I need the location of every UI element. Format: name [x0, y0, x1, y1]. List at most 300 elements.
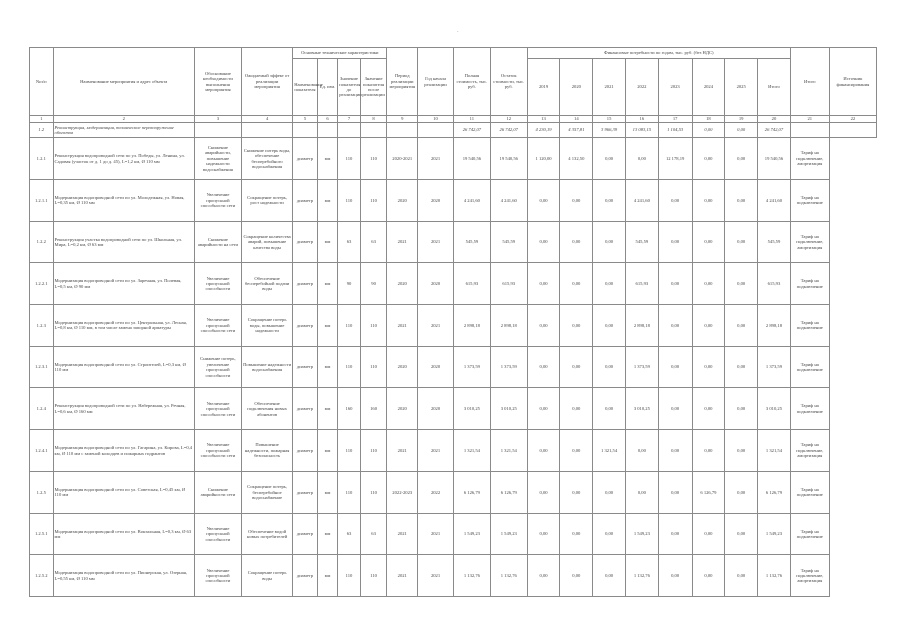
- row-year: 2021: [418, 555, 454, 597]
- col-period-header: Период реализации мероприятия: [387, 48, 418, 116]
- row-year-value: 0,00: [560, 555, 593, 597]
- row-total-cost: 1 132,76: [453, 555, 490, 597]
- row-value-after: 63: [360, 513, 387, 555]
- row-total-cost: 1 321,54: [453, 430, 490, 472]
- row-source: Тариф на подключение, амортизация: [790, 138, 829, 180]
- col-tech-sub-header: Значение показателя до реализации: [338, 59, 361, 116]
- col-year-sub-header: 2019: [527, 59, 560, 116]
- row-year-value: 0,00: [527, 513, 560, 555]
- row-year-value: 0,00: [658, 221, 692, 263]
- row-period: 2020: [387, 263, 418, 305]
- row-value-before: 90: [338, 263, 361, 305]
- column-number: 14: [560, 116, 593, 123]
- row-total-cost: 6 126,79: [453, 471, 490, 513]
- row-year-value: 0,00: [692, 388, 725, 430]
- section-value: 1 104,53: [658, 123, 692, 138]
- col-tech-sub-header: Ед. изм.: [317, 59, 337, 116]
- row-source: Тариф на подключение: [790, 346, 829, 388]
- row-effect: Сокращение потерь, бесперебойное водоснабжение: [241, 471, 292, 513]
- table-row: [30, 388, 877, 430]
- row-year-value: 0,00: [527, 346, 560, 388]
- row-value-before: 110: [338, 179, 361, 221]
- header-mark: `: [457, 32, 459, 37]
- row-year-value: 0,00: [527, 555, 560, 597]
- row-year-value: 615,93: [625, 263, 658, 305]
- row-year-value: 0,00: [593, 388, 626, 430]
- row-year-value: 0,00: [725, 263, 758, 305]
- row-sum: 4 241,60: [758, 179, 791, 221]
- column-number: 2: [53, 116, 194, 123]
- row-year-value: 4 132,50: [560, 138, 593, 180]
- row-name: Модернизация водопроводной сети по ул. Гагарина, ул. Кирова, L=0,4 км, Ø 110 мм с заменой колодцев и пожарных гидрантов: [53, 430, 194, 472]
- col-source-header: Источник финансирования: [829, 48, 876, 116]
- row-year: 2021: [418, 138, 454, 180]
- col-year-sub-header: 2024: [692, 59, 725, 116]
- row-value-after: 110: [360, 430, 387, 472]
- col-tech-sub-header: Наименование показателя: [293, 59, 318, 116]
- row-basis: Снижение потерь, увеличение пропускной способности: [194, 346, 241, 388]
- row-basis: Увеличение пропускной способности: [194, 513, 241, 555]
- row-total-cost: 4 241,60: [453, 179, 490, 221]
- row-period: 2021: [387, 430, 418, 472]
- row-remain-cost: 1 132,76: [490, 555, 527, 597]
- row-year: 2021: [418, 221, 454, 263]
- row-indicator: диаметр: [293, 138, 318, 180]
- row-name: Модернизация водопроводной сети по ул. Строителей, L=0,3 км, Ø 110 мм: [53, 346, 194, 388]
- row-sum: 1 373,59: [758, 346, 791, 388]
- column-number: 13: [527, 116, 560, 123]
- row-basis: Увеличение пропускной способности сети: [194, 305, 241, 347]
- column-number: 3: [194, 116, 241, 123]
- row-year-value: 0,00: [560, 221, 593, 263]
- row-name: Модернизация водопроводной сети по ул. Советская, L=0,45 км, Ø 110 мм: [53, 471, 194, 513]
- section-value: 0,00: [725, 123, 758, 138]
- row-year-value: 0,00: [725, 179, 758, 221]
- row-year-value: 3 010,25: [625, 388, 658, 430]
- row-year-value: 1 373,59: [625, 346, 658, 388]
- table-row: [30, 513, 877, 555]
- section-value: 4 230,19: [527, 123, 560, 138]
- row-year-value: 0,00: [658, 388, 692, 430]
- row-source: Тариф на подключение, амортизация: [790, 430, 829, 472]
- row-year-value: 0,00: [658, 430, 692, 472]
- row-remain-cost: 4 241,60: [490, 179, 527, 221]
- row-effect: Обеспечение подключения новых абонентов: [241, 388, 292, 430]
- row-basis: Увеличение пропускной способности сети: [194, 430, 241, 472]
- row-num: 1.2.5.1: [30, 513, 54, 555]
- row-value-before: 110: [338, 138, 361, 180]
- row-year-value: 0,00: [692, 221, 725, 263]
- row-value-after: 110: [360, 305, 387, 347]
- row-num: 1.2.1: [30, 138, 54, 180]
- row-remain-cost: 1 549,23: [490, 513, 527, 555]
- row-remain-cost: 1 373,59: [490, 346, 527, 388]
- row-period: 2020: [387, 388, 418, 430]
- col-fin-group-header: Финансовые потребности по годам, тыс. руб. (без НДС): [527, 48, 790, 59]
- col-total-cost-header: Полная стоимость, тыс. руб.: [453, 48, 490, 116]
- table-row: [30, 471, 877, 513]
- row-effect: Обеспечение водой новых потребителей: [241, 513, 292, 555]
- row-unit: мм: [317, 346, 337, 388]
- row-year-value: 0,00: [658, 263, 692, 305]
- row-year: 2020: [418, 179, 454, 221]
- row-year: 2020: [418, 388, 454, 430]
- row-effect: Сокращение потерь воды: [241, 555, 292, 597]
- row-num: 1.2.5.2: [30, 555, 54, 597]
- section-name: Реконструкция, модернизация, техническое перевооружение объектов: [53, 123, 194, 138]
- row-total-cost: 615,93: [453, 263, 490, 305]
- row-year: 2020: [418, 346, 454, 388]
- row-value-before: 110: [338, 471, 361, 513]
- col-remain-cost-header: Остаток стоимости, тыс. руб.: [490, 48, 527, 116]
- row-year-value: 6 126,79: [692, 471, 725, 513]
- row-year-value: 0,00: [625, 138, 658, 180]
- row-year-value: 1 120,00: [527, 138, 560, 180]
- row-source: Тариф на подключение: [790, 305, 829, 347]
- section-value: 4 357,81: [560, 123, 593, 138]
- row-year-value: 0,00: [725, 221, 758, 263]
- row-year-value: 0,00: [658, 513, 692, 555]
- row-period: 2020: [387, 179, 418, 221]
- row-total-cost: 1 549,23: [453, 513, 490, 555]
- row-period: 2021: [387, 221, 418, 263]
- row-remain-cost: 2 898,18: [490, 305, 527, 347]
- row-sum: 545,59: [758, 221, 791, 263]
- row-year-value: 0,00: [692, 138, 725, 180]
- column-number: 6: [317, 116, 337, 123]
- investment-program-table: [29, 47, 877, 597]
- column-number: 12: [490, 116, 527, 123]
- row-year-value: 0,00: [527, 388, 560, 430]
- row-period: 2022-2023: [387, 471, 418, 513]
- row-year-value: 0,00: [593, 346, 626, 388]
- col-tech-sub-header: Значение показателя после реализации: [360, 59, 387, 116]
- section-value: 26 742,07: [490, 123, 527, 138]
- column-number: 21: [790, 116, 829, 123]
- row-year-value: 0,00: [560, 513, 593, 555]
- col-num-header: №п/п: [30, 48, 54, 116]
- row-indicator: диаметр: [293, 346, 318, 388]
- row-year-value: 0,00: [658, 346, 692, 388]
- row-indicator: диаметр: [293, 471, 318, 513]
- table-row: [30, 138, 877, 180]
- column-number: 22: [829, 116, 876, 123]
- row-remain-cost: 545,59: [490, 221, 527, 263]
- table-row: [30, 263, 877, 305]
- col-year-sub-header: 2022: [625, 59, 658, 116]
- row-name: Модернизация водопроводной сети по ул. Заречная, ул. Полевая, L=0,5 км, Ø 90 мм: [53, 263, 194, 305]
- row-num: 1.2.4.1: [30, 430, 54, 472]
- column-number: 10: [418, 116, 454, 123]
- row-name: Модернизация водопроводной сети по ул. Центральная, ул. Лесная, L=0,8 км, Ø 110 мм, в том числе замена запорной арматуры: [53, 305, 194, 347]
- row-year-value: 0,00: [593, 305, 626, 347]
- table-row: [30, 430, 877, 472]
- col-year-sub-header: 2025: [725, 59, 758, 116]
- row-source: Тариф на подключение: [790, 179, 829, 221]
- row-indicator: диаметр: [293, 179, 318, 221]
- row-sum: 6 126,79: [758, 471, 791, 513]
- row-year-value: 0,00: [593, 471, 626, 513]
- row-total-cost: 1 373,59: [453, 346, 490, 388]
- column-number: 18: [692, 116, 725, 123]
- row-year: 2021: [418, 430, 454, 472]
- row-year-value: 0,00: [625, 430, 658, 472]
- row-year-value: 0,00: [593, 513, 626, 555]
- row-year-value: 0,00: [527, 221, 560, 263]
- row-num: 1.2.2: [30, 221, 54, 263]
- row-year-value: 12 178,19: [658, 138, 692, 180]
- row-num: 1.2.1.1: [30, 179, 54, 221]
- row-unit: мм: [317, 555, 337, 597]
- row-basis: Снижение аварийности сети: [194, 471, 241, 513]
- row-year-value: 0,00: [527, 471, 560, 513]
- row-indicator: диаметр: [293, 221, 318, 263]
- row-source: Тариф на подключение, амортизация: [790, 221, 829, 263]
- col-year-sub-header: 2023: [658, 59, 692, 116]
- row-year-value: 0,00: [692, 430, 725, 472]
- row-effect: Повышение надежности водоснабжения: [241, 346, 292, 388]
- row-effect: Сокращение количества аварий, повышение качества воды: [241, 221, 292, 263]
- section-num: 1.2: [30, 123, 54, 138]
- table-row: [30, 221, 877, 263]
- section-value: 3 966,39: [593, 123, 626, 138]
- row-unit: мм: [317, 513, 337, 555]
- row-year: 2021: [418, 513, 454, 555]
- row-remain-cost: 6 126,79: [490, 471, 527, 513]
- section-value: 0,00: [692, 123, 725, 138]
- row-indicator: диаметр: [293, 388, 318, 430]
- row-unit: мм: [317, 388, 337, 430]
- row-remain-cost: 615,93: [490, 263, 527, 305]
- column-number: 7: [338, 116, 361, 123]
- row-indicator: диаметр: [293, 305, 318, 347]
- row-name: Модернизация водопроводной сети по ул. Вокзальная, L=0,3 км, Ø 63 мм: [53, 513, 194, 555]
- row-unit: мм: [317, 305, 337, 347]
- row-name: Реконструкция водопроводной сети по ул. Набережная, ул. Речная, L=0,6 км, Ø 160 мм: [53, 388, 194, 430]
- row-sum: 3 010,25: [758, 388, 791, 430]
- table-row: [30, 179, 877, 221]
- row-year-value: 0,00: [725, 471, 758, 513]
- row-value-before: 63: [338, 221, 361, 263]
- row-year-value: 0,00: [725, 138, 758, 180]
- row-year-value: 2 898,18: [625, 305, 658, 347]
- row-indicator: диаметр: [293, 430, 318, 472]
- row-effect: Сокращение потерь, рост надежности: [241, 179, 292, 221]
- row-value-after: 90: [360, 263, 387, 305]
- row-basis: Увеличение пропускной способности: [194, 263, 241, 305]
- row-year-value: 0,00: [593, 138, 626, 180]
- row-source: Тариф на подключение, амортизация: [790, 555, 829, 597]
- row-basis: Снижение аварийности на сети: [194, 221, 241, 263]
- row-effect: Сокращение потерь воды, повышение надежности: [241, 305, 292, 347]
- row-year-value: 0,00: [527, 305, 560, 347]
- row-unit: мм: [317, 263, 337, 305]
- row-year-value: 0,00: [725, 305, 758, 347]
- row-year: 2020: [418, 263, 454, 305]
- row-value-before: 110: [338, 430, 361, 472]
- row-year-value: 0,00: [658, 179, 692, 221]
- row-value-after: 160: [360, 388, 387, 430]
- column-number: 16: [625, 116, 658, 123]
- row-name: Реконструкция участка водопроводной сети по ул. Школьная, ул. Мира, L=0,2 км, Ø 63 мм: [53, 221, 194, 263]
- column-number: 20: [758, 116, 791, 123]
- row-year-value: 0,00: [560, 305, 593, 347]
- row-year-value: 1 549,23: [625, 513, 658, 555]
- row-num: 1.2.4: [30, 388, 54, 430]
- col-name-header: Наименование мероприятия и адрес объекта: [53, 48, 194, 116]
- column-number: 11: [453, 116, 490, 123]
- row-period: 2021: [387, 555, 418, 597]
- row-year: 2022: [418, 471, 454, 513]
- row-num: 1.2.3: [30, 305, 54, 347]
- column-number: 19: [725, 116, 758, 123]
- row-year-value: 0,00: [725, 346, 758, 388]
- row-value-after: 110: [360, 555, 387, 597]
- row-year-value: 0,00: [560, 430, 593, 472]
- row-basis: Увеличение пропускной способности сети: [194, 179, 241, 221]
- section-value: 26 742,07: [758, 123, 791, 138]
- column-number: 8: [360, 116, 387, 123]
- row-year-value: 0,00: [593, 221, 626, 263]
- row-year-value: 0,00: [658, 471, 692, 513]
- row-total-cost: 19 540,56: [453, 138, 490, 180]
- row-year-value: 0,00: [725, 555, 758, 597]
- row-year-value: 0,00: [527, 179, 560, 221]
- row-total-cost: 545,59: [453, 221, 490, 263]
- row-year-value: 0,00: [625, 471, 658, 513]
- row-year-value: 0,00: [692, 179, 725, 221]
- row-year-value: 0,00: [560, 346, 593, 388]
- row-unit: мм: [317, 430, 337, 472]
- row-year-value: 0,00: [560, 179, 593, 221]
- col-effect-header: Ожидаемый эффект от реализации мероприятия: [241, 48, 292, 116]
- row-value-before: 63: [338, 513, 361, 555]
- row-value-after: 110: [360, 471, 387, 513]
- row-num: 1.2.5: [30, 471, 54, 513]
- table-row: [30, 346, 877, 388]
- row-value-before: 110: [338, 305, 361, 347]
- col-year-sub-header: 2020: [560, 59, 593, 116]
- row-value-after: 110: [360, 138, 387, 180]
- row-year-value: 0,00: [527, 430, 560, 472]
- row-year-value: 0,00: [593, 263, 626, 305]
- row-year-value: 1 132,76: [625, 555, 658, 597]
- section-row: [30, 123, 877, 138]
- column-number: 9: [387, 116, 418, 123]
- row-year-value: 0,00: [527, 263, 560, 305]
- row-year-value: 4 241,60: [625, 179, 658, 221]
- row-remain-cost: 1 321,54: [490, 430, 527, 472]
- col-year-sub-header: 2021: [593, 59, 626, 116]
- row-sum: 615,93: [758, 263, 791, 305]
- row-basis: Снижение аварийности, повышение надежности водоснабжения: [194, 138, 241, 180]
- row-total-cost: 3 010,25: [453, 388, 490, 430]
- row-value-after: 110: [360, 346, 387, 388]
- row-basis: Увеличение пропускной способности сети: [194, 388, 241, 430]
- column-number-row: [30, 116, 877, 123]
- row-effect: Повышение надежности, пожарная безопасность: [241, 430, 292, 472]
- row-year-value: 0,00: [725, 388, 758, 430]
- row-year-value: 0,00: [692, 305, 725, 347]
- table-row: [30, 555, 877, 597]
- row-year: 2021: [418, 305, 454, 347]
- row-effect: Обеспечение бесперебойной подачи воды: [241, 263, 292, 305]
- row-value-after: 63: [360, 221, 387, 263]
- row-indicator: диаметр: [293, 263, 318, 305]
- row-indicator: диаметр: [293, 513, 318, 555]
- row-total-cost: 2 898,18: [453, 305, 490, 347]
- row-period: 2021: [387, 513, 418, 555]
- column-number: 1: [30, 116, 54, 123]
- row-value-before: 110: [338, 346, 361, 388]
- section-value: 13 083,15: [625, 123, 658, 138]
- section-value: 26 742,07: [453, 123, 490, 138]
- column-number: 17: [658, 116, 692, 123]
- row-year-value: 1 321,54: [593, 430, 626, 472]
- row-unit: мм: [317, 471, 337, 513]
- row-value-after: 110: [360, 179, 387, 221]
- row-sum: 1 132,76: [758, 555, 791, 597]
- row-source: Тариф на подключение: [790, 471, 829, 513]
- column-number: 5: [293, 116, 318, 123]
- col-basis-header: Обоснование необходимости выполнения мероприятия: [194, 48, 241, 116]
- col-tech-group-header: Основные технические характеристики: [293, 48, 387, 59]
- row-year-value: 0,00: [560, 388, 593, 430]
- row-unit: мм: [317, 179, 337, 221]
- row-period: 2020-2021: [387, 138, 418, 180]
- row-num: 1.2.3.1: [30, 346, 54, 388]
- row-period: 2021: [387, 305, 418, 347]
- row-year-value: 545,59: [625, 221, 658, 263]
- column-number: 4: [241, 116, 292, 123]
- col-year-sub-header: Итого: [758, 59, 791, 116]
- row-year-value: 0,00: [725, 430, 758, 472]
- row-value-before: 160: [338, 388, 361, 430]
- row-year-value: 0,00: [692, 555, 725, 597]
- row-year-value: 0,00: [560, 471, 593, 513]
- row-year-value: 0,00: [593, 555, 626, 597]
- row-unit: мм: [317, 138, 337, 180]
- row-unit: мм: [317, 221, 337, 263]
- row-year-value: 0,00: [725, 513, 758, 555]
- row-effect: Снижение потерь воды, обеспечение бесперебойного водоснабжения: [241, 138, 292, 180]
- row-year-value: 0,00: [692, 513, 725, 555]
- row-name: Модернизация водопроводной сети по ул. Молодежная, ул. Новая, L=0,35 км, Ø 110 мм: [53, 179, 194, 221]
- row-remain-cost: 19 540,56: [490, 138, 527, 180]
- row-value-before: 110: [338, 555, 361, 597]
- col-year-header: Год начала реализации: [418, 48, 454, 116]
- col-fin-total-header: Итого: [790, 48, 829, 116]
- row-basis: Увеличение пропускной способности: [194, 555, 241, 597]
- row-year-value: 0,00: [658, 555, 692, 597]
- row-year-value: 0,00: [658, 305, 692, 347]
- row-indicator: диаметр: [293, 555, 318, 597]
- row-year-value: 0,00: [560, 263, 593, 305]
- row-num: 1.2.2.1: [30, 263, 54, 305]
- row-source: Тариф на подключение: [790, 513, 829, 555]
- table-row: [30, 305, 877, 347]
- row-name: Реконструкция водопроводной сети по ул. Победы, ул. Ленина, ул. Садовая (участок от д. 1 до д. 45), L=1,2 км, Ø 110 мм: [53, 138, 194, 180]
- column-number: 15: [593, 116, 626, 123]
- row-sum: 19 540,56: [758, 138, 791, 180]
- row-year-value: 0,00: [692, 263, 725, 305]
- row-sum: 1 549,23: [758, 513, 791, 555]
- row-remain-cost: 3 010,25: [490, 388, 527, 430]
- row-source: Тариф на подключение: [790, 263, 829, 305]
- row-year-value: 0,00: [593, 179, 626, 221]
- row-sum: 2 898,18: [758, 305, 791, 347]
- row-year-value: 0,00: [692, 346, 725, 388]
